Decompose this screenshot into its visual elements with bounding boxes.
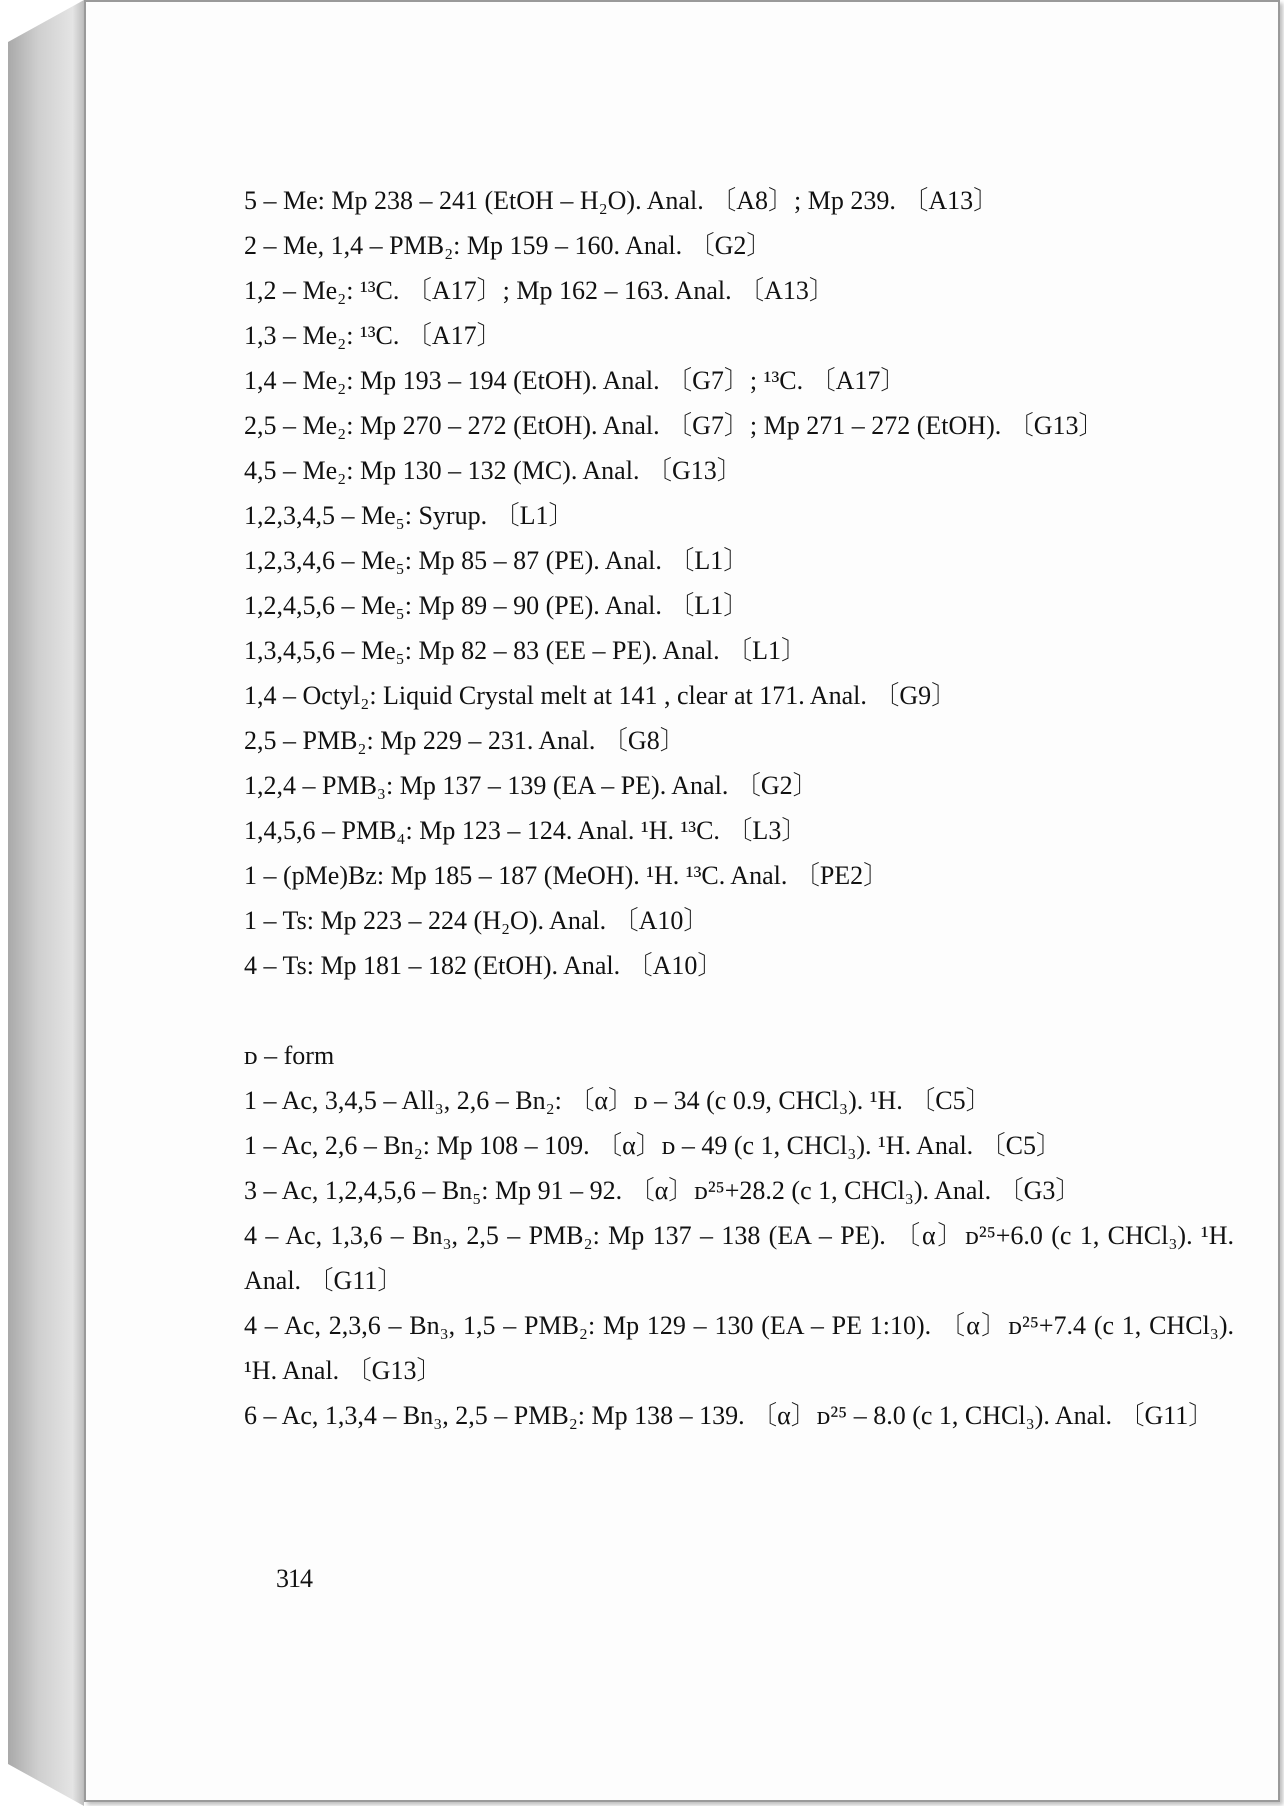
- entry-line: 1,3,4,5,6 – Me₅: Mp 82 – 83 (EE – PE). Anal. 〔L1〕: [244, 636, 807, 665]
- entry-line: 4 – Ac, 2,3,6 – Bn₃, 1,5 – PMB₂: Mp 129 – 130 (EA – PE 1:10). 〔α〕ᴅ²⁵+7.4 (c 1, CHCl₃). ¹H. Anal. 〔G13〕: [244, 1311, 1234, 1385]
- entry-line: 2,5 – PMB₂: Mp 229 – 231. Anal. 〔G8〕: [244, 726, 686, 755]
- entry-line: 1,4 – Octyl₂: Liquid Crystal melt at 141 , clear at 171. Anal. 〔G9〕: [244, 681, 958, 710]
- entry-line: 1,4 – Me₂: Mp 193 – 194 (EtOH). Anal. 〔G7〕; ¹³C. 〔A17〕: [244, 366, 907, 395]
- entry-line: 1 – Ac, 2,6 – Bn₂: Mp 108 – 109. 〔α〕ᴅ – 49 (c 1, CHCl₃). ¹H. Anal. 〔C5〕: [244, 1131, 1063, 1160]
- entry-line: 1 – Ts: Mp 223 – 224 (H₂O). Anal. 〔A10〕: [244, 906, 710, 935]
- entry-line: 1,2,3,4,6 – Me₅: Mp 85 – 87 (PE). Anal. 〔L1〕: [244, 546, 750, 575]
- entry-line: 1,2,4 – PMB₃: Mp 137 – 139 (EA – PE). Anal. 〔G2〕: [244, 771, 819, 800]
- entry-line: 6 – Ac, 1,3,4 – Bn₃, 2,5 – PMB₂: Mp 138 – 139. 〔α〕ᴅ²⁵ – 8.0 (c 1, CHCl₃). Anal. 〔G11〕: [244, 1401, 1215, 1430]
- section-heading: ᴅ – form: [244, 1041, 335, 1070]
- page-number: 314: [276, 1564, 312, 1593]
- entry-line: 4,5 – Me₂: Mp 130 – 132 (MC). Anal. 〔G13〕: [244, 456, 743, 485]
- entry-line: 1,2,4,5,6 – Me₅: Mp 89 – 90 (PE). Anal. 〔L1〕: [244, 591, 750, 620]
- entry-line: 2,5 – Me₂: Mp 270 – 272 (EtOH). Anal. 〔G7〕; Mp 271 – 272 (EtOH). 〔G13〕: [244, 411, 1105, 440]
- page: [84, 0, 1280, 1802]
- entry-line: 2 – Me, 1,4 – PMB₂: Mp 159 – 160. Anal. 〔G2〕: [244, 231, 773, 260]
- entry-line: 1,4,5,6 – PMB₄: Mp 123 – 124. Anal. ¹H. ¹³C. 〔L3〕: [244, 816, 808, 845]
- entry-line: 5 – Me: Mp 238 – 241 (EtOH – H₂O). Anal. 〔A8〕; Mp 239. 〔A13〕: [244, 186, 1000, 215]
- entry-line: 1 – Ac, 3,4,5 – All₃, 2,6 – Bn₂: 〔α〕ᴅ – 34 (c 0.9, CHCl₃). ¹H. 〔C5〕: [244, 1086, 992, 1115]
- entry-line: 4 – Ts: Mp 181 – 182 (EtOH). Anal. 〔A10〕: [244, 951, 724, 980]
- entry-line: 1,2,3,4,5 – Me₅: Syrup. 〔L1〕: [244, 501, 575, 530]
- entry-line: 1 – (pMe)Bz: Mp 185 – 187 (MeOH). ¹H. ¹³C. Anal. 〔PE2〕: [244, 861, 890, 890]
- book-spine: [8, 0, 85, 1806]
- entry-line: 3 – Ac, 1,2,4,5,6 – Bn₅: Mp 91 – 92. 〔α〕ᴅ²⁵+28.2 (c 1, CHCl₃). Anal. 〔G3〕: [244, 1176, 1082, 1205]
- text-block: [244, 178, 1234, 1438]
- entry-line: 1,2 – Me₂: ¹³C. 〔A17〕; Mp 162 – 163. Anal. 〔A13〕: [244, 276, 835, 305]
- spacer: [244, 988, 1234, 1033]
- entry-line: 4 – Ac, 1,3,6 – Bn₃, 2,5 – PMB₂: Mp 137 – 138 (EA – PE). 〔α〕ᴅ²⁵+6.0 (c 1, CHCl₃). ¹H. Anal. 〔G11〕: [244, 1221, 1234, 1295]
- entry-line: 1,3 – Me₂: ¹³C. 〔A17〕: [244, 321, 503, 350]
